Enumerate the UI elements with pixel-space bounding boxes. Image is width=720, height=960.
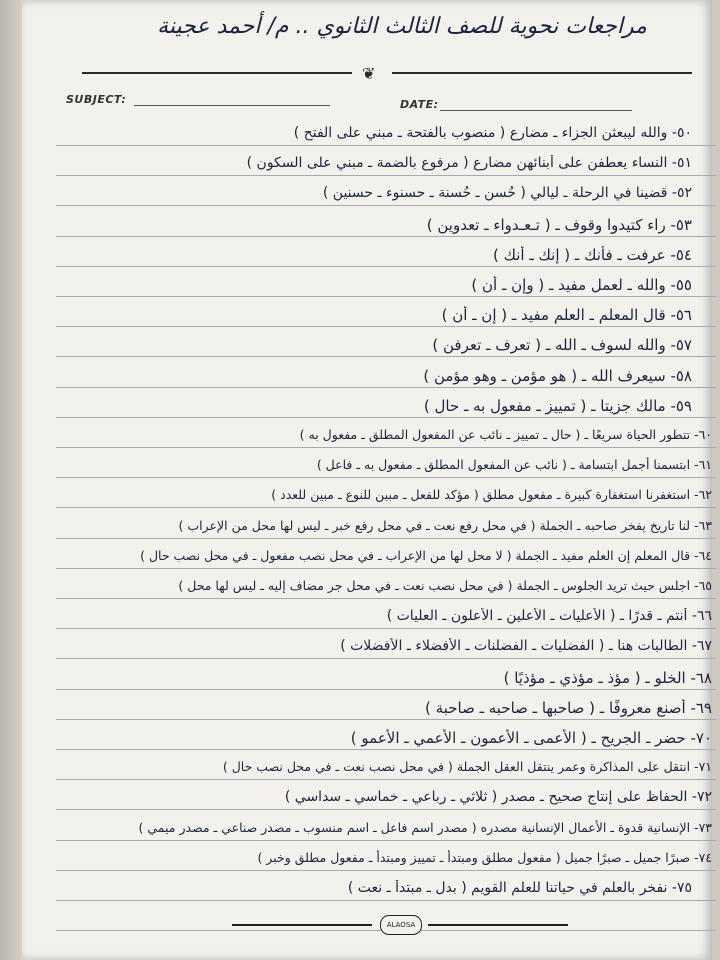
exercise-item: ٦٥- اجلس حيث تريد الجلوس ـ الجملة ( في محل نصب نعت ـ في محل جر مضاف إليه ـ ليس لها محل ): [178, 578, 712, 593]
brand-logo: ALAOSA: [380, 915, 422, 935]
ruled-line: [56, 507, 716, 508]
ruled-line: [56, 266, 716, 267]
footer-ornament: [232, 915, 572, 935]
exercise-item: ٦٣- لنا تاريخ يفخر صاحبه ـ الجملة ( في محل رفع نعت ـ في محل رفع خبر ـ ليس لها محل من الإعراب ): [178, 517, 712, 533]
exercise-item: ٥٦- قال المعلم ـ العلم مفيد ـ ( إن ـ أن ): [441, 306, 692, 325]
exercise-item: ٦٦- أنتم ـ قدرًا ـ ( الأعليات ـ الأعلين ـ الأعلون ـ العليات ): [386, 608, 712, 625]
exercise-item: ٧٠- حضر ـ الجريح ـ ( الأعمى ـ الأعمون ـ الأعمي ـ الأعمو ): [350, 729, 712, 747]
exercise-item: ٦١- ابتسمنا أجمل ابتسامة ـ ( نائب عن المفعول المطلق ـ مفعول به ـ فاعل ): [316, 457, 712, 473]
subject-field: [134, 105, 330, 106]
ruled-line: [56, 628, 716, 629]
exercise-item: ٧١- انتقل على المذاكرة وعمر ينتقل العقل الجملة ( في محل نصب نعت ـ في محل نصب حال ): [222, 759, 712, 775]
exercise-item: ٥٠- والله ليبعثن الجزاء ـ مضارع ( منصوب بالفتحة ـ مبني على الفتح ): [293, 125, 692, 141]
ruled-line: [56, 900, 716, 901]
exercise-item: ٥١- النساء يعطفن على أبنائهن مضارع ( مرفوع بالضمة ـ مبني على السكون ): [246, 155, 692, 172]
ruled-line: [56, 658, 716, 659]
exercise-item: ٧٤- صبرًا جميل ـ صبرًا جميل ( مفعول مطلق ومبتدأ ـ تمييز ومبتدأ ـ مفعول مطلق وخبر ): [257, 849, 712, 865]
ruled-line: [56, 205, 716, 206]
ruled-line: [56, 145, 716, 146]
exercise-item: ٥٤- عرفت ـ فأنك ـ ( إنك ـ أنك ): [493, 245, 692, 264]
ruled-line: [56, 870, 716, 871]
exercise-item: ٥٢- قضينا في الرحلة ـ ليالي ( حُسن ـ حُسنة ـ حسنوء ـ حسنين ): [322, 185, 692, 202]
exercise-item: ٥٧- والله لسوف ـ الله ـ ( تعرف ـ تعرفن ): [432, 336, 692, 355]
exercise-item: ٧٥- نفخر بالعلم في حياتنا للعلم القويم ( بدل ـ مبتدأ ـ نعت ): [347, 880, 692, 896]
exercise-item: ٧٣- الإنسانية قدوة ـ الأعمال الإنسانية مصدره ( مصدر اسم فاعل ـ اسم منسوب ـ مصدر صناعي ـ مصدر ميمي ): [138, 819, 712, 835]
exercise-item: ٦٩- أصنع معروفًا ـ ( صاحبها ـ صاحبه ـ صاحبة ): [425, 698, 712, 717]
exercise-item: ٦٨- الخلو ـ ( مؤذ ـ مؤذي ـ مؤذيًا ): [503, 668, 712, 687]
exercise-item: ٦٠- تتطور الحياة سريعًا ـ ( حال ـ تمييز ـ نائب عن المفعول المطلق ـ مفعول به ): [299, 427, 712, 442]
exercise-item: ٦٤- قال المعلم إن العلم مفيد ـ الجملة ( لا محل لها من الإعراب ـ في محل نصب مفعول ـ في محل نصب حال ): [140, 547, 712, 563]
ruled-line: [56, 568, 716, 569]
date-label: DATE:: [400, 98, 439, 111]
subject-label: SUBJECT:: [66, 93, 127, 106]
ruled-line: [56, 779, 716, 780]
ruled-line: [56, 840, 716, 841]
ruled-line: [56, 477, 716, 478]
ruled-line: [56, 296, 716, 297]
ruled-line: [56, 417, 716, 418]
exercise-item: ٥٨- سيعرف الله ـ ( هو مؤمن ـ وهو مؤمن ): [423, 366, 692, 385]
exercise-item: ٦٧- الطالبات هنا ـ ( الفضليات ـ الفضلنات ـ الأفضلاء ـ الأفضلات ): [340, 638, 712, 655]
exercise-item: ٥٣- راء كتيدوا وقوف ـ ( تـعـدواء ـ تعدوين ): [426, 215, 692, 234]
ruled-line: [56, 719, 716, 720]
ruled-line: [56, 538, 716, 539]
ruled-line: [56, 598, 716, 599]
ruled-line: [56, 356, 716, 357]
ruled-line: [56, 175, 716, 176]
date-field: [440, 110, 632, 111]
ruled-line: [56, 809, 716, 810]
ruled-line: [56, 387, 716, 388]
ruled-line: [56, 689, 716, 690]
exercise-item: ٥٩- مالك جزيتا ـ ( تمييز ـ مفعول به ـ حال ): [423, 396, 692, 415]
notebook-page: [22, 0, 712, 960]
ruled-line: [56, 326, 716, 327]
exercise-item: ٧٢- الحفاظ على إنتاج صحيح ـ مصدر ( ثلاثي ـ رباعي ـ خماسي ـ سداسي ): [284, 789, 712, 806]
ruled-line: [56, 447, 716, 448]
page-title: مراجعات نحوية للصف الثالث الثانوي .. م/ أحمد عجينة: [157, 14, 647, 39]
exercise-item: ٦٢- استغفرنا استغفارة كبيرة ـ مفعول مطلق ( مؤكد للفعل ـ مبين للنوع ـ مبين للعدد ): [271, 487, 712, 503]
header-divider: [82, 64, 702, 83]
exercise-item: ٥٥- والله ـ لعمل مفيد ـ ( وإن ـ أن ): [471, 276, 692, 294]
ruled-line: [56, 749, 716, 750]
ornament-icon: ❦: [362, 64, 376, 83]
ruled-line: [56, 236, 716, 237]
